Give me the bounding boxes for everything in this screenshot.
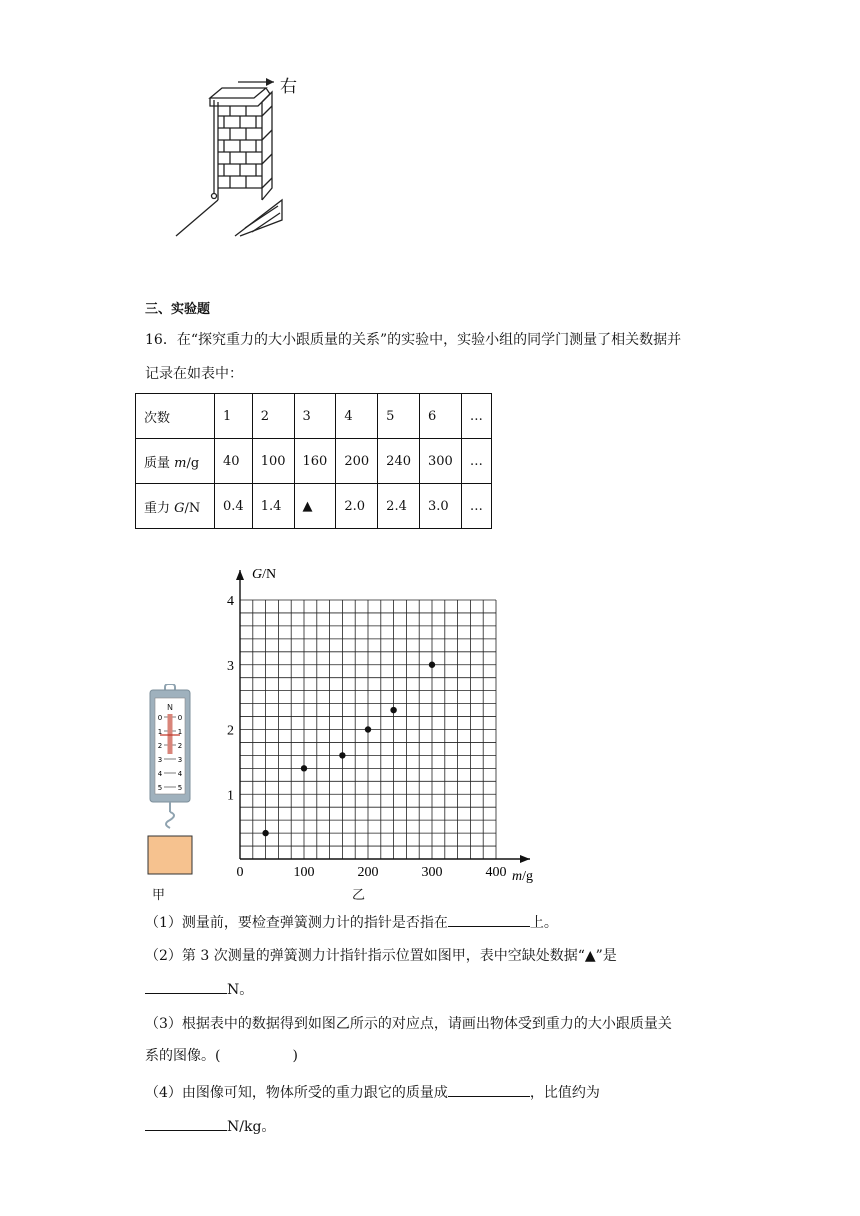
y-tick-label: 4 [227,594,234,609]
scale-tick-label: 4 [177,770,183,778]
x-axis-arrow [520,855,530,863]
data-point [339,752,345,758]
gravity-mass-chart [220,562,550,890]
table-cell: 200 [336,439,378,484]
table-cell: 2.0 [336,484,378,529]
table-cell: 5 [378,394,420,439]
sub-question-2-line1: （2）第 3 次测量的弹簧测力计指针指示位置如图甲，表中空缺处数据“▲”是 [145,948,617,964]
scale-tick-label: 1 [177,728,183,736]
table-cell: 100 [252,439,294,484]
question-intro-line1: 16．在“探究重力的大小跟质量的关系”的实验中，实验小组的同学门测量了相关数据并 [145,332,682,348]
table-cell: … [461,484,491,529]
section-title: 三、实验题 [145,302,211,317]
answer-blank-4b[interactable] [145,1116,227,1131]
scale-tick-label: 2 [157,742,163,750]
scale-tick-label: 1 [157,728,163,736]
scale-tick-label: 3 [157,756,163,764]
scale-tick-label: 0 [157,714,163,722]
sub-question-1: （1）测量前，要检查弹簧测力计的指针是否指在 上。 [145,912,558,933]
table-cell: 1.4 [252,484,294,529]
svg-text:m/g [512,869,533,884]
scale-tick-label: 4 [157,770,163,778]
table-cell: 3 [294,394,336,439]
sub-question-3-line2: 系的图像。( ) [145,1048,298,1064]
spring-scale-unit: N [167,703,173,712]
y-tick-label: 1 [227,788,234,804]
x-tick-label: 300 [421,865,443,880]
figure-label-yi: 乙 [352,888,366,903]
table-cell: 2.4 [378,484,420,529]
scale-tick-label: 5 [157,784,163,792]
sub-question-4-line1: （4）由图像可知，物体所受的重力跟它的质量成 ，比值约为 [145,1082,600,1103]
scale-tick-label: 5 [177,784,183,792]
table-cell: 4 [336,394,378,439]
x-axis-label-var: m [512,869,523,884]
table-cell: 6 [420,394,462,439]
data-point [365,726,371,732]
spring-scale-figure [138,684,202,880]
scale-tick-label: 2 [177,742,183,750]
sub-question-3-line1: （3）根据表中的数据得到如图乙所示的对应点，请画出物体受到重力的大小跟质量关 [145,1016,672,1032]
data-point [262,830,268,836]
sub-question-4-line2: N/kg。 [145,1116,275,1137]
figure-label-jia: 甲 [152,888,166,903]
y-tick-label: 2 [227,723,234,739]
table-cell: 2 [252,394,294,439]
y-axis-label-unit: /N [262,567,277,582]
data-point [429,662,435,668]
answer-blank-2[interactable] [145,979,227,994]
direction-label: 右 [280,77,297,97]
svg-text:G/N [252,567,276,582]
table-cell: … [461,439,491,484]
row-header-count: 次数 [136,394,215,439]
table-cell: 40 [215,439,253,484]
table-row-count [136,394,492,439]
data-point [390,707,396,713]
row-header-mass: 质量 m/g [136,439,215,484]
x-tick-label: 400 [485,865,507,880]
table-cell: 3.0 [420,484,462,529]
table-cell: ▲ [294,484,336,529]
answer-blank-1[interactable] [448,912,530,927]
table-cell: … [461,394,491,439]
table-cell: 300 [420,439,462,484]
scale-tick-label: 0 [177,714,183,722]
table-cell: 240 [378,439,420,484]
sub-question-2-line2: N。 [145,979,253,1000]
x-tick-label: 100 [293,865,315,880]
x-tick-label: 0 [236,865,244,880]
x-tick-label: 200 [357,865,379,880]
y-axis-arrow [236,570,244,580]
table-cell: 0.4 [215,484,253,529]
scale-tick-label: 3 [177,756,183,764]
table-row-mass [136,439,492,484]
row-header-gravity: 重力 G/N [136,484,215,529]
table-cell: 1 [215,394,253,439]
y-axis-label-var: G [252,567,263,582]
data-point [301,765,307,771]
y-tick-label: 3 [227,658,234,674]
table-cell: 160 [294,439,336,484]
table-row-gravity [136,484,492,529]
x-axis-label-unit: /g [522,869,534,884]
answer-blank-4a[interactable] [448,1082,530,1097]
data-table [135,393,492,529]
question-intro-line2: 记录在如表中： [145,366,243,382]
